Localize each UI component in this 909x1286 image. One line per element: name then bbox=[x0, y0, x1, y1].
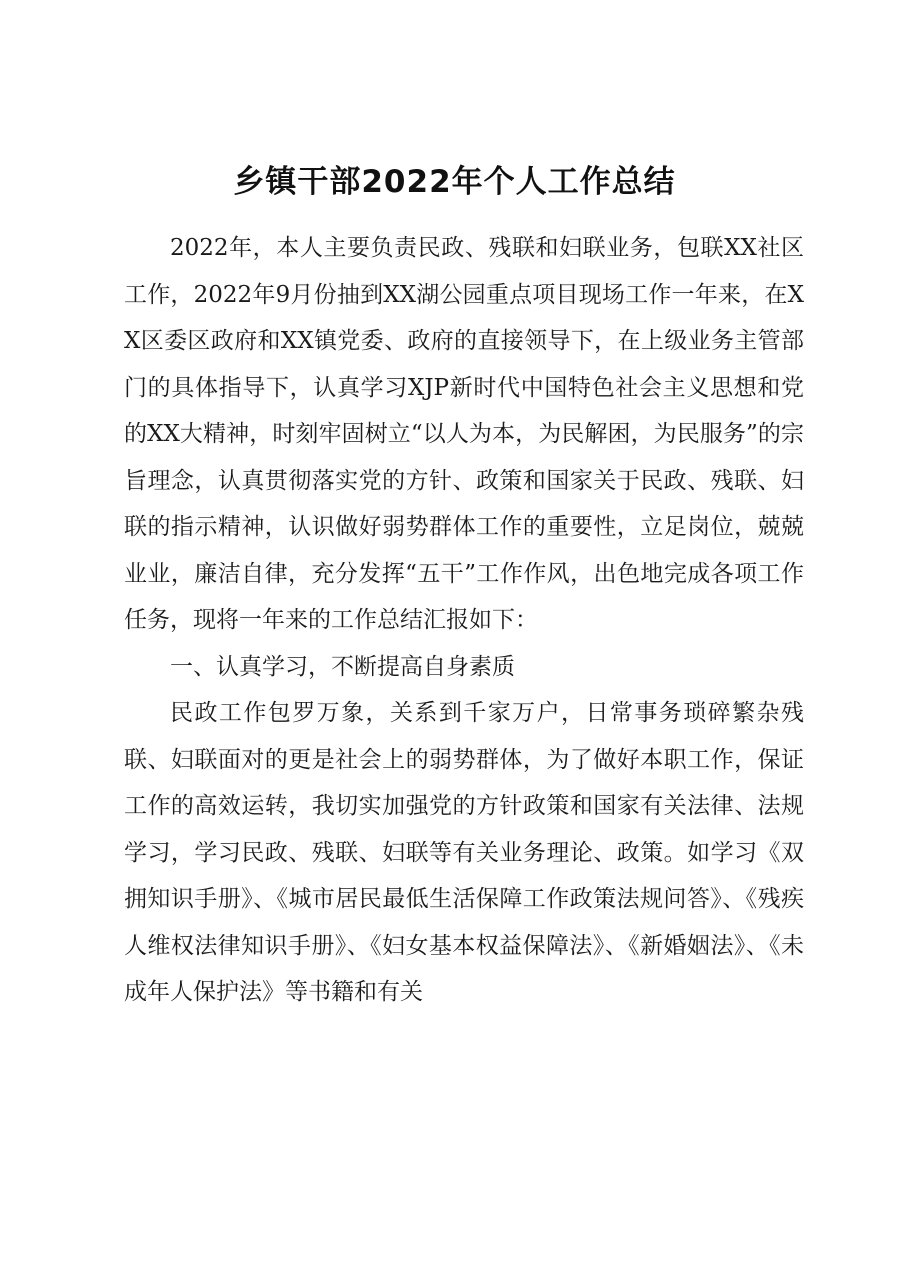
body-paragraph: 民政工作包罗万象，关系到千家万户，日常事务琐碎繁杂残联、妇联面对的更是社会上的弱势群体，为了做好本职工作，保证工作的高效运转，我切实加强党的方针政策和国家有关法律、法规学习，学习民政、残联、妇联等有关业务理论、政策。如学习《双拥知识手册》、《城市居民最低生活保障工作政策法规问答》、《残疾人维权法律知识手册》、《妇女基本权益保障法》、《新婚姻法》、《未成年人保护法》等书籍和有关 bbox=[124, 700, 804, 1005]
document-title: 乡镇干部2022年个人工作总结 bbox=[233, 164, 676, 200]
section-heading: 一、认真学习，不断提高自身素质 bbox=[170, 653, 515, 680]
document-body bbox=[124, 225, 804, 1016]
intro-paragraph: 2022年，本人主要负责民政、残联和妇联业务，包联XX社区工作，2022年9月份抽到XX湖公园重点项目现场工作一年来，在XX区委区政府和XX镇党委、政府的直接领导下，在上级业务主管部门的具体指导下，认真学习XJP新时代中国特色社会主义思想和党的XX大精神，时刻牢固树立“以人为本，为民解困，为民服务”的宗旨理念，认真贯彻落实党的方针、政策和国家关于民政、残联、妇联的指示精神，认识做好弱势群体工作的重要性，立足岗位，兢兢业业，廉洁自律，充分发挥“五干”工作作风，出色地完成各项工作任务，现将一年来的工作总结汇报如下： bbox=[124, 235, 804, 633]
